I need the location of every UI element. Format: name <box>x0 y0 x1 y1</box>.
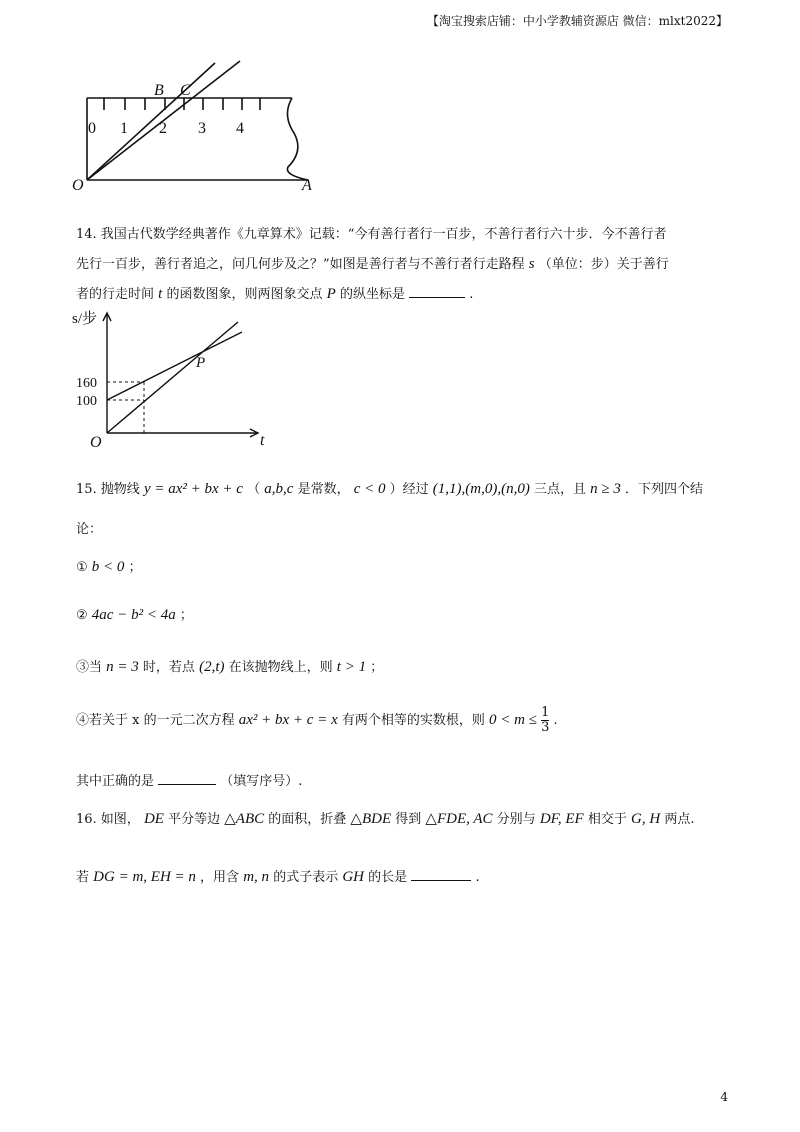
q15-conclusion-4: ④若关于 x 的一元二次方程 ax² + bx + c = x 有两个相等的实数根，则 0 < m ≤ $\frac{1}{3}$ . <box>76 705 558 735</box>
q15-line-2: 论： <box>76 522 103 537</box>
q14-answer-blank[interactable] <box>409 297 465 298</box>
page-number: 4 <box>720 1090 728 1104</box>
q15-line-1: 15. 抛物线 y = ax² + bx + c （ a,b,c 是常数， c < 0 ）经过 (1,1),(m,0),(n,0) 三点，且 n ≥ 3 ．下列四个结 <box>76 481 704 497</box>
label-o: O <box>72 177 84 194</box>
q15-conclusion-1: ① b < 0 ； <box>76 559 142 575</box>
ruler-tick-2: 2 <box>159 120 167 137</box>
q14-graph <box>70 305 290 450</box>
ruler-tick-3: 3 <box>198 120 206 137</box>
y-tick-100: 100 <box>76 394 97 409</box>
line-good-walker <box>107 322 238 433</box>
label-a: A <box>302 177 312 194</box>
line-slow-walker <box>107 332 242 400</box>
q15-answer-line: 其中正确的是 （填写序号）. <box>76 774 303 789</box>
label-b: B <box>154 82 164 99</box>
q15-consts: a,b,c <box>264 481 294 497</box>
q14-line-2: 先行一百步，善行者追之，问几何步及之？”如图是善行者与不善行者行走路程 s （单位：步）关于善行 <box>76 256 669 272</box>
q14-line-3: 者的行走时间 t 的函数图象，则两图象交点 P 的纵坐标是 . <box>76 286 474 302</box>
q15-conclusion-3: ③当 n = 3 时，若点 (2,t) 在该抛物线上，则 t > 1 ； <box>76 659 384 675</box>
var-t: t <box>158 286 163 302</box>
ruler-tick-1: 1 <box>120 120 128 137</box>
x-axis-label: t <box>260 432 265 449</box>
q15-cond: c < 0 <box>353 481 386 497</box>
q15-conclusion-2: ② 4ac − b² < 4a ； <box>76 607 193 623</box>
q16-answer-blank[interactable] <box>411 880 471 881</box>
ruler-broken-edge <box>287 98 308 180</box>
fraction-one-third: $\frac{1}{3}$ <box>541 705 550 735</box>
y-axis-label: s/步 <box>72 311 98 327</box>
q15-points: (1,1),(m,0),(n,0) <box>432 481 530 497</box>
point-p-label: P <box>196 355 206 371</box>
q16-line-1: 16. 如图， DE 平分等边 △ABC 的面积，折叠 △BDE 得到 △FDE, AC 分别与 DF, EF 相交于 G, H 两点. <box>76 811 695 827</box>
ruler-figure <box>70 55 330 195</box>
y-tick-160: 160 <box>76 376 97 391</box>
q15-parabola-eq: y = ax² + bx + c <box>143 481 243 497</box>
q14-line-1: 14. 我国古代数学经典著作《九章算术》记载：“今有善行者行一百步，不善行者行六十步．今不善行者 <box>76 227 667 242</box>
var-s: s <box>528 256 535 272</box>
page-header: 【淘宝搜索店铺：中小学教辅资源店 微信：mlxt2022】 <box>426 14 728 28</box>
ruler-tick-0: 0 <box>88 120 96 137</box>
ruler-tick-4: 4 <box>236 120 244 137</box>
label-c: C <box>180 82 191 99</box>
q15-ncond: n ≥ 3 <box>590 481 621 497</box>
q15-answer-blank[interactable] <box>158 784 216 785</box>
ray-ob <box>87 63 215 180</box>
q16-line-2: 若 DG = m, EH = n ，用含 m, n 的式子表示 GH 的长是 . <box>76 869 480 885</box>
origin-label: O <box>90 434 102 450</box>
var-p: P <box>326 286 336 302</box>
